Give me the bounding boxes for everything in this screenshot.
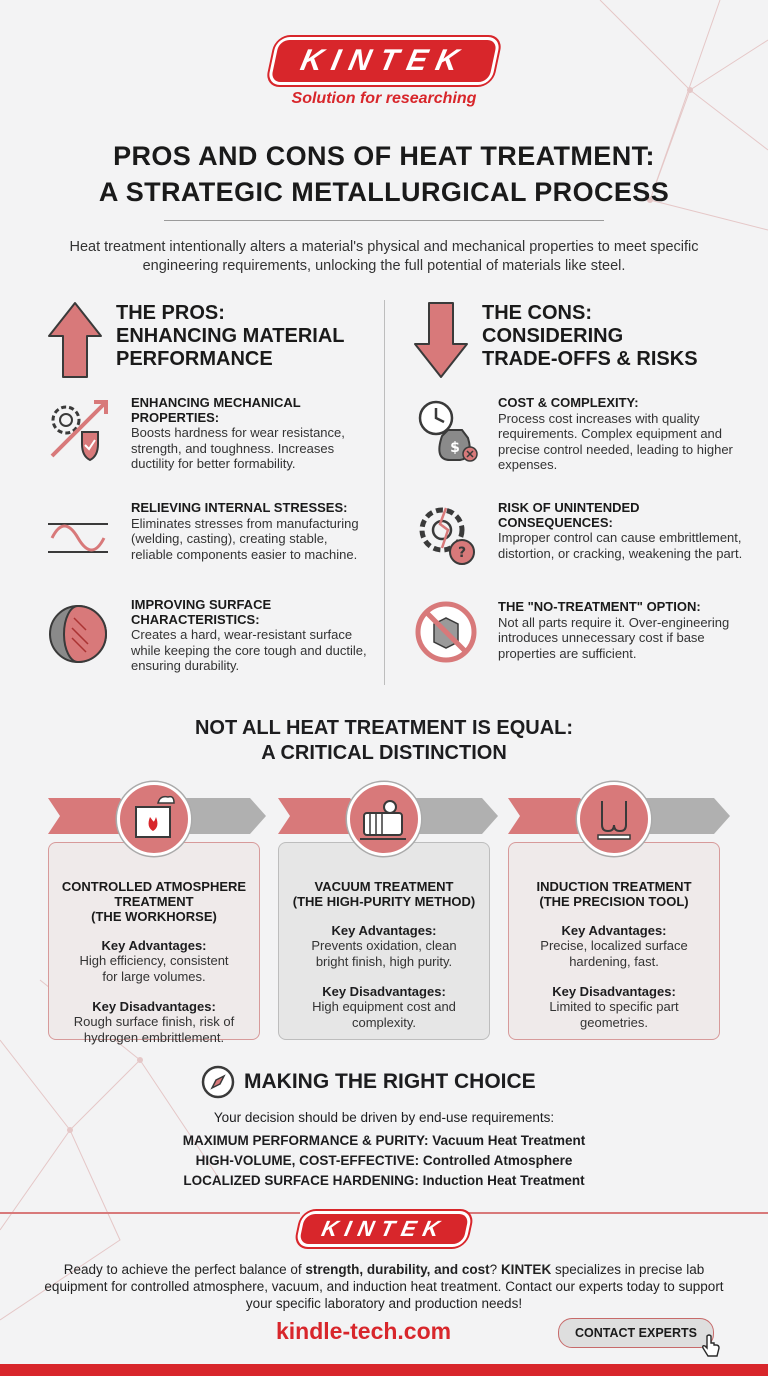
card-title: VACUUM TREATMENT [314,879,454,894]
brand-logo-small: KINTEK [299,1214,469,1244]
footer-text-part: specializes in precise lab equipment for controlled atmosphere, vacuum, and induction heat treatment. Contact our experts today to support your specific laboratory and production needs! [44,1262,724,1311]
choice-title: MAKING THE RIGHT CHOICE [244,1070,536,1093]
brand-logo: KINTEK [271,40,498,82]
cons-item-body: Improper control can cause embrittlement, distortion, or cracking, weakening the part. [498,530,743,561]
card-disadvantages-text: complexity. [351,1015,417,1030]
cons-item-risk [498,501,748,561]
pros-heading-line-2: ENHANCING MATERIAL [116,325,345,347]
footer-bar [0,1364,768,1376]
card-title: (THE WORKHORSE) [91,909,217,924]
page-title-line-2: A STRATEGIC METALLURGICAL PROCESS [98,177,670,207]
page-title-line-1: PROS AND CONS OF HEAT TREATMENT: [113,141,655,171]
header-logo [0,40,768,108]
up-arrow-icon [46,300,104,380]
cons-item-title: RISK OF UNINTENDED [498,500,640,515]
furnace-icon [117,782,191,856]
card-advantages-label: Key Advantages: [331,923,437,938]
card-disadvantages-text: High equipment cost and [312,999,456,1014]
card-title: TREATMENT [114,894,194,909]
card-advantages-text: Prevents oxidation, clean [311,938,457,953]
pros-item-title: ENHANCING MECHANICAL [131,395,301,410]
card-disadvantages-label: Key Disadvantages: [92,999,216,1014]
card-disadvantages-label: Key Disadvantages: [322,984,446,999]
card-advantages-text: High efficiency, consistent [79,953,229,968]
footer-text [40,1261,728,1312]
hand-cursor-icon [700,1334,722,1360]
card-disadvantages-label: Key Disadvantages: [552,984,676,999]
gear-shield-arrow-icon [44,396,112,464]
choice-row-value: Controlled Atmosphere [422,1153,573,1168]
page-title [20,138,748,210]
card-advantages-label: Key Advantages: [101,938,207,953]
cons-item-cost [498,396,748,473]
cons-item-no-treatment [498,600,748,661]
cons-heading-line-2: CONSIDERING [482,325,624,347]
choice-subtitle: Your decision should be driven by end-use requirements: [213,1110,555,1125]
wave-stress-icon [44,498,112,566]
choice-row-value: Induction Heat Treatment [422,1173,585,1188]
card-disadvantages-text: Limited to specific part [549,999,679,1014]
card-induction [508,842,720,1040]
broken-gear-icon [412,500,480,568]
induction-coil-icon [577,782,651,856]
cons-item-body: Process cost increases with quality requirements. Complex equipment and precise control needed, leading to higher expenses. [498,410,733,472]
distinction-heading-line-2: A CRITICAL DISTINCTION [261,742,507,764]
compass-icon [200,1064,236,1100]
distinction-heading-line-1: NOT ALL HEAT TREATMENT IS EQUAL: [194,717,574,739]
choice-row [0,1151,768,1171]
cons-item-title: THE "NO-TREATMENT" OPTION: [498,599,701,614]
footer-text-part: ? [489,1262,501,1277]
cons-item-body: Not all parts require it. Over-engineering introduces unnecessary cost if base properties are sufficient. [498,614,730,661]
card-advantages-text: hardening, fast. [569,954,659,969]
svg-text:?: ? [457,545,467,561]
sphere-section-icon [44,600,112,668]
choice-row-value: Vacuum Heat Treatment [432,1133,586,1148]
no-treatment-icon [412,598,480,666]
card-advantages-text: for large volumes. [102,969,206,984]
card-title: INDUCTION TREATMENT [536,879,692,894]
contact-experts-button[interactable]: CONTACT EXPERTS [558,1318,714,1348]
card-disadvantages-text: Rough surface finish, risk of [73,1014,235,1029]
pros-item-title: PROPERTIES: [131,409,220,425]
card-title: (THE PRECISION TOOL) [539,894,689,909]
cons-heading-line-3: TRADE-OFFS & RISKS [482,348,698,370]
pros-item-surface [131,598,371,674]
pros-item-stresses [131,501,371,562]
choice-row-label: LOCALIZED SURFACE HARDENING: [183,1173,419,1188]
vacuum-pump-icon [347,782,421,856]
cons-item-title: COST & COMPLEXITY: [498,395,639,410]
title-divider [164,220,604,221]
svg-text:$: $ [450,440,460,456]
card-controlled-atmosphere [48,842,260,1045]
intro-text: Heat treatment intentionally alters a material's physical and mechanical properties to meet specific engineering requirements, unlocking the full potential of materials like steel. [69,239,699,274]
brand-tagline: Solution for researching [291,90,477,107]
choice-row-label: MAXIMUM PERFORMANCE & PURITY: [182,1133,429,1148]
pros-item-title: RELIEVING INTERNAL STRESSES: [131,500,348,515]
footer-text-part: Ready to achieve the perfect balance of [63,1262,306,1277]
column-divider [384,300,385,685]
clock-money-icon [412,396,480,464]
footer-text-bold: strength, durability, and cost [305,1262,490,1277]
down-arrow-icon [412,300,470,380]
card-title: (THE HIGH-PURITY METHOD) [292,894,476,909]
cons-heading [482,302,752,371]
pros-heading-line-1: THE PROS: [116,302,225,324]
card-disadvantages-text: hydrogen embrittlement. [83,1030,225,1045]
pros-item-body: Creates a hard, wear-resistant surface while keeping the core tough and ductile, ensuring durability. [131,627,367,673]
cons-item-title: CONSEQUENCES: [498,514,613,530]
card-disadvantages-text: geometries. [580,1015,648,1030]
pros-heading-line-3: PERFORMANCE [116,348,273,370]
pros-heading [116,302,376,371]
cons-heading-line-1: THE CONS: [482,302,592,324]
pros-item-title: IMPROVING SURFACE [131,597,272,612]
footer-text-bold: KINTEK [500,1262,552,1277]
choice-row [0,1171,768,1191]
card-advantages-label: Key Advantages: [561,923,667,938]
choice-row [0,1131,768,1151]
pros-item-mechanical [131,396,371,472]
footer-logo [0,1214,768,1244]
card-advantages-text: bright finish, high purity. [315,954,453,969]
card-title: CONTROLLED ATMOSPHERE [61,879,247,894]
pros-item-body: Eliminates stresses from manufacturing (welding, casting), creating stable, reliable components easier to machine. [131,515,359,562]
pros-item-body: Boosts hardness for wear resistance, strength, and toughness. Increases ductility for better formability. [131,425,345,471]
pros-item-title: CHARACTERISTICS: [131,611,260,627]
card-vacuum [278,842,490,1040]
website-link[interactable]: kindle-tech.com [276,1318,452,1344]
choice-row-label: HIGH-VOLUME, COST-EFFECTIVE: [195,1153,420,1168]
card-advantages-text: Precise, localized surface [540,938,688,953]
distinction-heading [0,716,768,766]
